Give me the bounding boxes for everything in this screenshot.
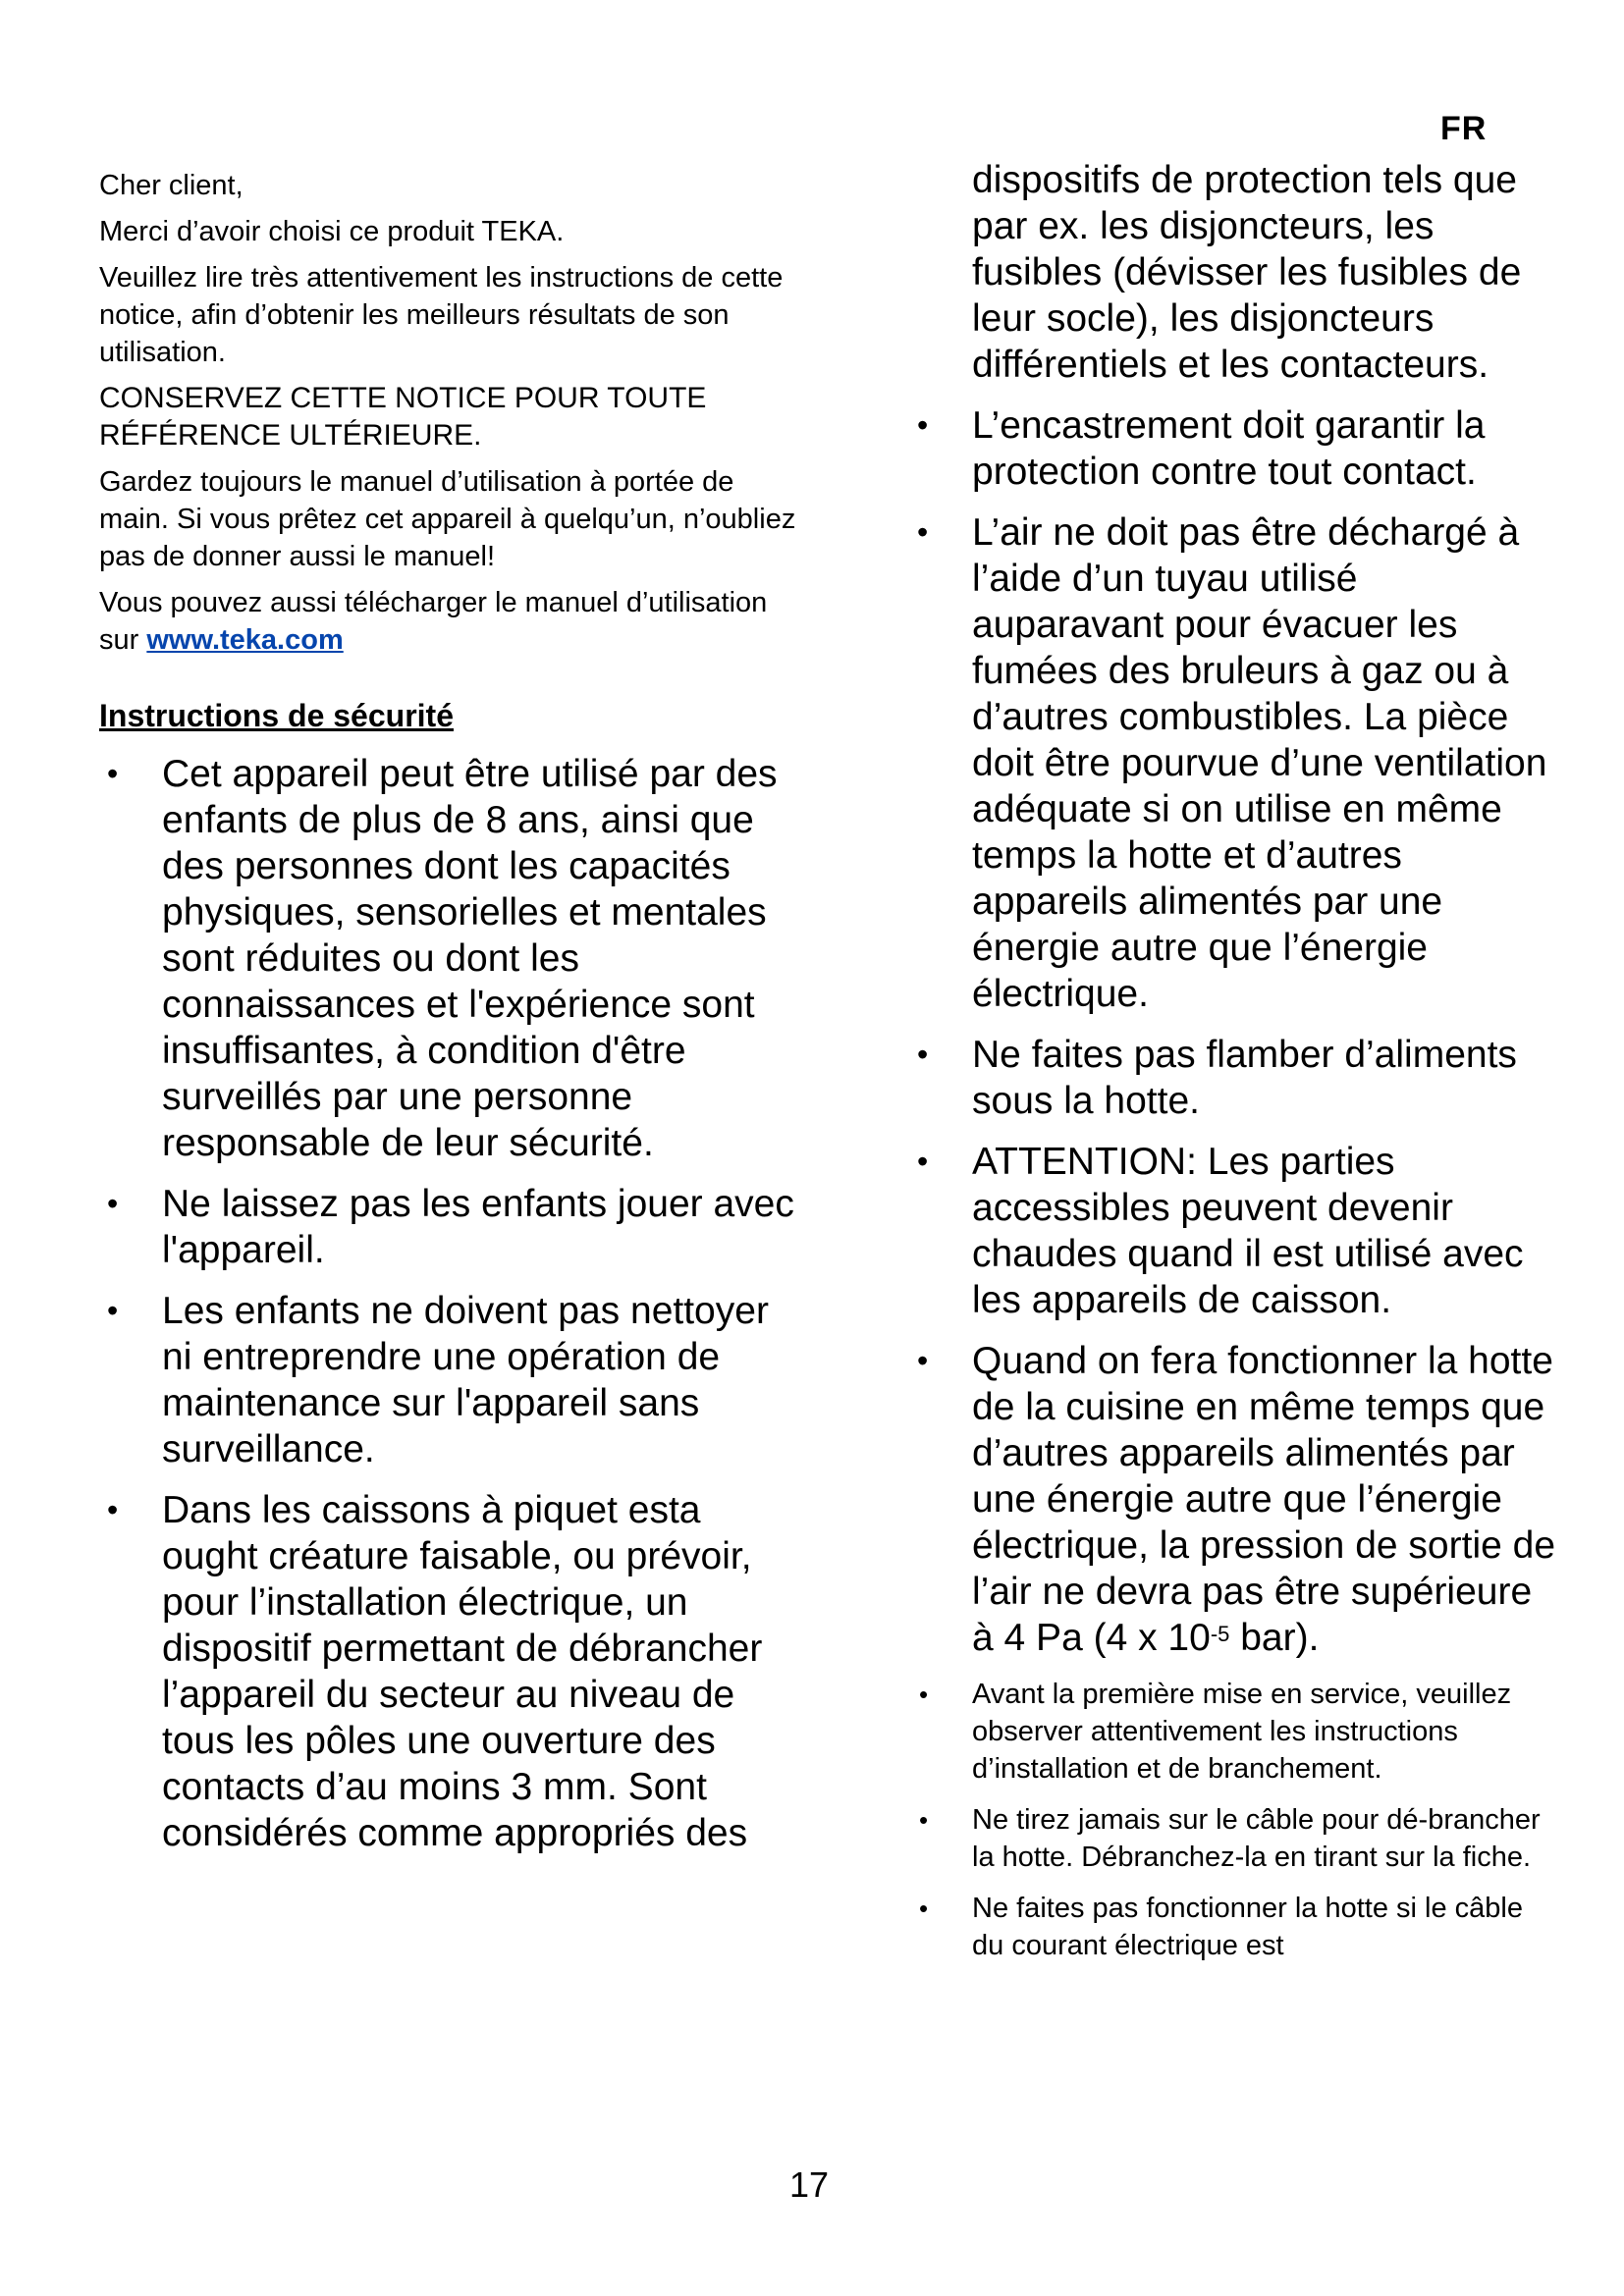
list-item-text: Avant la première mise en service, veuillez observer attentivement les instructions d’installation et de branchement. (972, 1679, 1512, 1785)
keep-manual-handy-text: Gardez toujours le manuel d’utilisation à portée de main. Si vous prêtez cet appareil à quelqu’un, n’oubliez pas de donner aussi le manuel! (99, 466, 796, 572)
safety-heading: Instructions de sécurité (99, 698, 454, 733)
list-item-text: Ne tirez jamais sur le câble pour dé-brancher la hotte. Débranchez-la en tirant sur la fiche. (972, 1804, 1541, 1873)
list-item-text: Cet appareil peut être utilisé par des enfants de plus de 8 ans, ainsi que des personnes dont les capacités physiques, sensorielles et mentales sont réduites ou dont les connaissances et l'expérience sont insuffisantes, à condition d'être surveillés par une personne responsable de leur sécurité. (162, 753, 778, 1164)
list-item (909, 1139, 1557, 1323)
language-code: FR (1440, 110, 1488, 147)
list-item-text: Les enfants ne doivent pas nettoyer ni entreprendre une opération de maintenance sur l'appareil sans surveillance. (162, 1290, 769, 1470)
list-item (99, 1487, 806, 1856)
list-item-text: Ne laissez pas les enfants jouer avec l'appareil. (162, 1183, 794, 1271)
list-item (99, 1288, 806, 1472)
list-item (909, 1801, 1557, 1876)
pressure-tail: bar). (1229, 1617, 1320, 1659)
list-item (99, 1181, 806, 1273)
list-item-text: L’air ne doit pas être déchargé à l’aide d’un tuyau utilisé auparavant pour évacuer les fumées des bruleurs à gaz ou à d’autres combustibles. La pièce doit être pourvue d’une ventilation adéquate si on utilise en même temps la hotte et d’autres appareils alimentés par une énergie autre que l’énergie électrique. (972, 511, 1547, 1015)
read-instructions-text: Veuillez lire très attentivement les instructions de cette notice, afin d’obtenir les meilleurs résultats de son utilisation. (99, 262, 784, 368)
greeting: Cher client, (99, 170, 244, 201)
list-item-pressure (909, 1338, 1557, 1661)
list-item (909, 509, 1557, 1017)
pressure-text: Quand on fera fonctionner la hotte de la cuisine en même temps que d’autres appareils alimentés par une énergie autre que l’énergie électrique, la pression de sortie de l’air ne devra pas être supérieure à 4 Pa (4 x 10 (972, 1340, 1556, 1659)
teka-website-link[interactable]: www.teka.com (146, 624, 344, 656)
safety-list-left (99, 751, 806, 1856)
pressure-exponent: -5 (1210, 1622, 1230, 1646)
list-item-text: L’encastrement doit garantir la protection contre tout contact. (972, 404, 1486, 493)
safety-list-small (909, 1676, 1557, 1964)
keep-notice-text: CONSERVEZ CETTE NOTICE POUR TOUTE RÉFÉRENCE ULTÉRIEURE. (99, 382, 707, 452)
download-text: Vous pouvez aussi télécharger le manuel d’utilisation sur (99, 587, 768, 656)
list-item-text: Ne faites pas flamber d’aliments sous la hotte. (972, 1034, 1517, 1122)
list-item (909, 1032, 1557, 1124)
list-item (909, 1890, 1557, 1964)
safety-list-right (909, 402, 1557, 1661)
thanks-text: Merci d’avoir choisi ce produit TEKA. (99, 216, 565, 247)
left-column (99, 167, 806, 1871)
list-item-text: ATTENTION: Les parties accessibles peuvent devenir chaudes quand il est utilisé avec les appareils de caisson. (972, 1141, 1524, 1321)
list-item (909, 1676, 1557, 1788)
list-item (909, 402, 1557, 495)
list-continuation: dispositifs de protection tels que par ex. les disjoncteurs, les fusibles (dévisser les fusibles de leur socle), les disjoncteurs différentiels et les contacteurs. (972, 159, 1522, 386)
download-manual-text (99, 584, 806, 659)
list-item (99, 751, 806, 1166)
list-item-text: Ne faites pas fonctionner la hotte si le câble du courant électrique est (972, 1893, 1523, 1961)
right-column (909, 157, 1557, 1978)
page-number: 17 (789, 2164, 830, 2205)
list-item-text: Dans les caissons à piquet esta ought créature faisable, ou prévoir, pour l’installation électrique, un dispositif permettant de débrancher l’appareil du secteur au niveau de tous les pôles une ouverture des contacts d’au moins 3 mm. Sont considérés comme appropriés des (162, 1489, 763, 1854)
